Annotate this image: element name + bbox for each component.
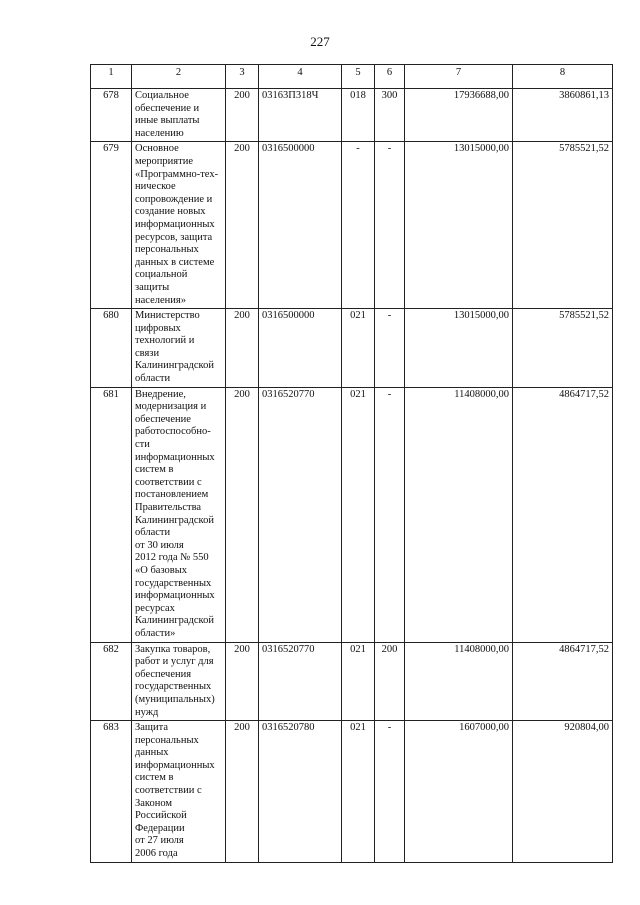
row-name-line: информационных bbox=[135, 451, 215, 463]
row-name-line: систем в bbox=[135, 772, 174, 784]
row-amount-planned-cell: 11408000,00 bbox=[405, 387, 513, 642]
row-name-line: персональных bbox=[135, 244, 199, 256]
header-cell: 3 bbox=[226, 65, 259, 89]
row-name-line: соответствии с bbox=[135, 476, 202, 488]
row-name-line: создание новых bbox=[135, 206, 206, 218]
row-amount-planned-cell: 1607000,00 bbox=[405, 721, 513, 863]
row-name-line: Российской bbox=[135, 810, 187, 822]
row-amount-executed-cell: 4864717,52 bbox=[513, 642, 613, 721]
row-name-line: Правительства bbox=[135, 502, 202, 513]
row-col3-cell: 200 bbox=[226, 309, 259, 388]
row-name-line: «О базовых bbox=[135, 564, 188, 576]
row-name-line: информационных bbox=[135, 759, 215, 771]
row-col5-cell: 021 bbox=[342, 642, 375, 721]
row-name-line: ресурсов, защита bbox=[135, 231, 213, 243]
header-cell: 7 bbox=[405, 65, 513, 89]
row-name-line: «Программно-тех- bbox=[135, 168, 219, 180]
row-amount-executed-cell: 4864717,52 bbox=[513, 387, 613, 642]
row-col6-cell: 300 bbox=[375, 89, 405, 142]
row-col5-cell: 021 bbox=[342, 387, 375, 642]
header-cell: 1 bbox=[91, 65, 132, 89]
row-col6-cell: 200 bbox=[375, 642, 405, 721]
table-row bbox=[91, 642, 613, 721]
row-name-line: обеспечения bbox=[135, 668, 192, 680]
row-name-line: Основное bbox=[135, 143, 179, 155]
row-col3-cell: 200 bbox=[226, 721, 259, 863]
row-name-line: (муниципальных) bbox=[135, 693, 215, 705]
row-name-line: Законом bbox=[135, 797, 173, 809]
row-name-line: сопровождение и bbox=[135, 193, 213, 205]
row-col3-cell: 200 bbox=[226, 89, 259, 142]
row-col6-cell: - bbox=[375, 142, 405, 309]
header-cell: 5 bbox=[342, 65, 375, 89]
row-name-line: области bbox=[135, 527, 171, 539]
table-row bbox=[91, 142, 613, 309]
row-name-line: ресурсах bbox=[135, 602, 175, 614]
row-name-cell bbox=[132, 721, 226, 863]
row-name-line: данных bbox=[135, 747, 169, 759]
row-number-cell: 680 bbox=[91, 309, 132, 388]
row-col6-cell: - bbox=[375, 309, 405, 388]
row-code-cell: 03163П318Ч bbox=[259, 89, 342, 142]
row-name-cell bbox=[132, 89, 226, 142]
row-name-line: данных в системе bbox=[135, 256, 215, 268]
row-name-cell bbox=[132, 309, 226, 388]
row-number-cell: 683 bbox=[91, 721, 132, 863]
row-name-line: персональных bbox=[135, 734, 199, 746]
row-code-cell: 0316520770 bbox=[259, 387, 342, 642]
row-name-line: Социальное bbox=[135, 90, 189, 101]
row-col3-cell: 200 bbox=[226, 642, 259, 721]
row-name-line: соответствии с bbox=[135, 785, 202, 797]
header-cell: 4 bbox=[259, 65, 342, 89]
row-name-line: Калининградской bbox=[135, 514, 214, 526]
row-name-line: Защита bbox=[135, 722, 169, 734]
row-name-line: иные выплаты bbox=[135, 115, 200, 127]
table-row bbox=[91, 309, 613, 388]
row-col5-cell: 018 bbox=[342, 89, 375, 142]
row-number-cell: 678 bbox=[91, 89, 132, 142]
row-name-line: населению bbox=[135, 127, 184, 139]
row-name-line: связи bbox=[135, 347, 160, 359]
row-name-line: от 30 июля bbox=[135, 539, 184, 551]
row-name-line: Федерации bbox=[135, 822, 185, 834]
row-col6-cell: - bbox=[375, 387, 405, 642]
row-name-line: области bbox=[135, 373, 171, 385]
row-name-line: работ и услуг для bbox=[135, 656, 214, 668]
row-col3-cell: 200 bbox=[226, 387, 259, 642]
row-name-cell bbox=[132, 387, 226, 642]
row-number-cell: 679 bbox=[91, 142, 132, 309]
row-name-line: 2006 года bbox=[135, 848, 178, 860]
row-col5-cell: - bbox=[342, 142, 375, 309]
row-name-line: Закупка товаров, bbox=[135, 643, 211, 655]
row-name-line: цифровых bbox=[135, 322, 181, 334]
row-amount-planned-cell: 11408000,00 bbox=[405, 642, 513, 721]
row-number-cell: 682 bbox=[91, 642, 132, 721]
row-name-line: информационных bbox=[135, 218, 215, 230]
row-name-line: обеспечение bbox=[135, 413, 191, 425]
row-name-line: Калининградской bbox=[135, 615, 214, 627]
header-row bbox=[91, 65, 613, 89]
row-name-line: модернизация и bbox=[135, 401, 207, 413]
row-name-line: обеспечение и bbox=[135, 102, 200, 114]
row-name-line: сти bbox=[135, 439, 150, 451]
row-name-line: Калининградской bbox=[135, 360, 214, 372]
row-amount-planned-cell: 13015000,00 bbox=[405, 142, 513, 309]
row-name-line: ническое bbox=[135, 181, 176, 193]
row-name-line: социальной bbox=[135, 269, 188, 281]
row-name-line: защиты bbox=[135, 281, 170, 293]
row-amount-executed-cell: 920804,00 bbox=[513, 721, 613, 863]
row-amount-planned-cell: 17936688,00 bbox=[405, 89, 513, 142]
header-cell: 8 bbox=[513, 65, 613, 89]
row-name-line: мероприятие bbox=[135, 155, 193, 167]
row-code-cell: 0316500000 bbox=[259, 309, 342, 388]
row-col3-cell: 200 bbox=[226, 142, 259, 309]
budget-table bbox=[90, 64, 613, 863]
row-name-line: постановлением bbox=[135, 489, 209, 501]
table-row bbox=[91, 387, 613, 642]
row-name-cell bbox=[132, 642, 226, 721]
table-body bbox=[91, 89, 613, 863]
row-col5-cell: 021 bbox=[342, 309, 375, 388]
row-name-line: систем в bbox=[135, 464, 174, 476]
header-cell: 2 bbox=[132, 65, 226, 89]
row-name-line: Внедрение, bbox=[135, 388, 186, 400]
row-name-line: 2012 года № 550 bbox=[135, 552, 209, 564]
row-amount-planned-cell: 13015000,00 bbox=[405, 309, 513, 388]
row-name-line: технологий и bbox=[135, 335, 195, 347]
row-code-cell: 0316520780 bbox=[259, 721, 342, 863]
row-name-line: нужд bbox=[135, 706, 159, 718]
table-row bbox=[91, 721, 613, 863]
row-code-cell: 0316500000 bbox=[259, 142, 342, 309]
row-name-line: области» bbox=[135, 627, 176, 639]
row-name-line: информационных bbox=[135, 590, 215, 602]
row-name-line: населения» bbox=[135, 294, 186, 306]
row-name-line: государственных bbox=[135, 577, 212, 589]
row-name-line: от 27 июля bbox=[135, 835, 184, 847]
row-col5-cell: 021 bbox=[342, 721, 375, 863]
row-name-line: Министерство bbox=[135, 310, 200, 322]
row-amount-executed-cell: 3860861,13 bbox=[513, 89, 613, 142]
row-amount-executed-cell: 5785521,52 bbox=[513, 309, 613, 388]
page-number: 227 bbox=[310, 34, 330, 49]
row-code-cell: 0316520770 bbox=[259, 642, 342, 721]
row-name-line: работоспособно- bbox=[135, 426, 211, 438]
header-cell: 6 bbox=[375, 65, 405, 89]
row-number-cell: 681 bbox=[91, 387, 132, 642]
row-amount-executed-cell: 5785521,52 bbox=[513, 142, 613, 309]
row-col6-cell: - bbox=[375, 721, 405, 863]
row-name-cell bbox=[132, 142, 226, 309]
table-row bbox=[91, 89, 613, 142]
row-name-line: государственных bbox=[135, 681, 212, 693]
